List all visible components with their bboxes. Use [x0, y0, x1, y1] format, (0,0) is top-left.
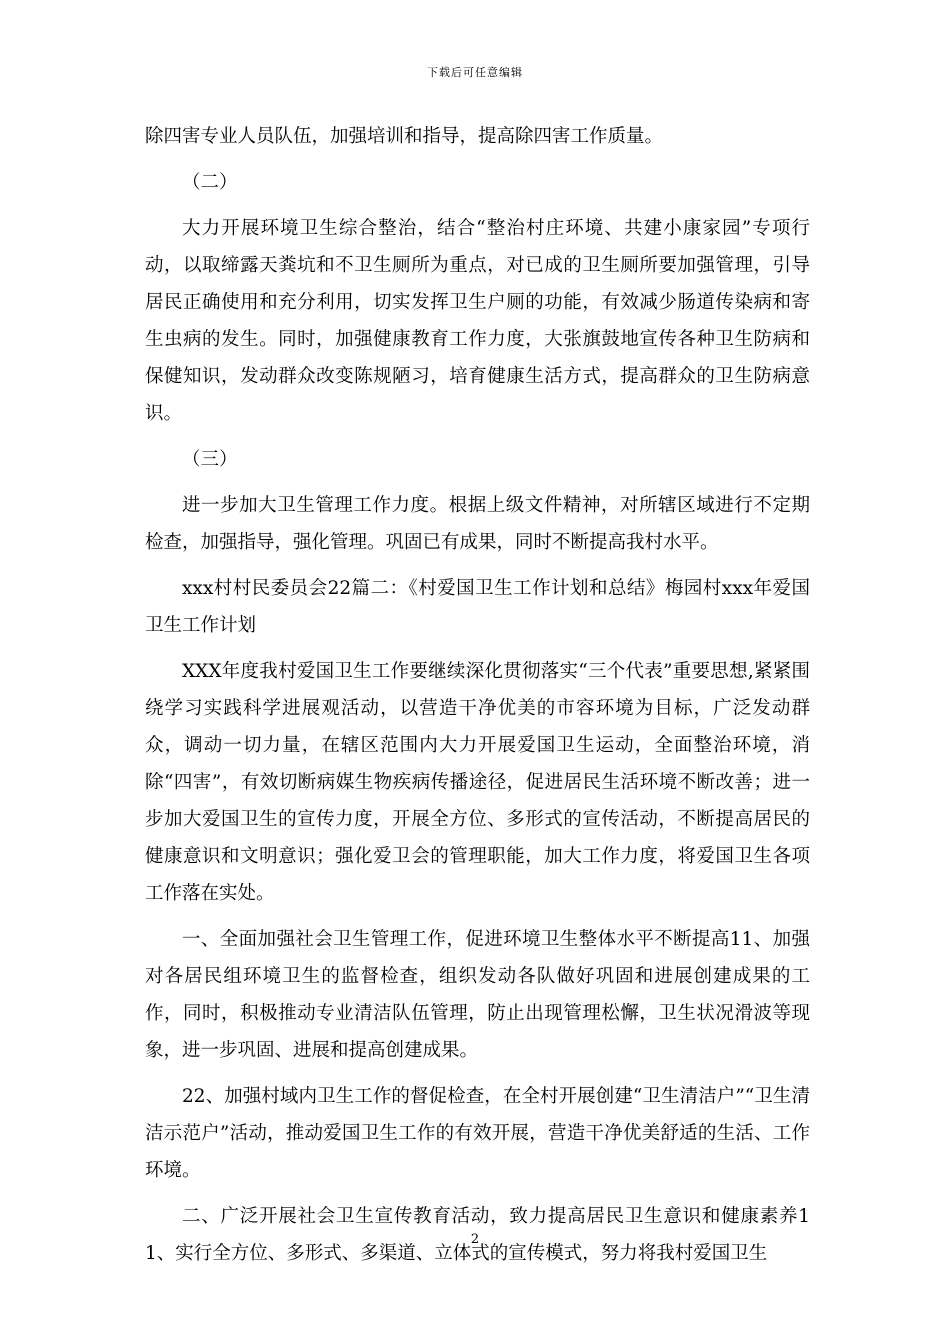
paragraph-management-strength: 进一步加大卫生管理工作力度。根据上级文件精神，对所辖区域进行不定期检查，加强指导，强化管理。巩固已有成果，同时不断提高我村水平。	[145, 495, 810, 553]
section-heading-3: （三）	[182, 449, 238, 470]
page-header-note: 下载后可任意编辑	[427, 66, 523, 79]
paragraph-plan-title: xxx村村民委员会22篇二：《村爱国卫生工作计划和总结》梅园村xxx年爱国卫生工作计划	[145, 578, 810, 636]
paragraph-section-one: 一、全面加强社会卫生管理工作，促进环境卫生整体水平不断提高11、加强对各居民组环境卫生的监督检查，组织发动各队做好巩固和进展创建成果的工作，同时，积极推动专业清洁队伍管理，防止出现管理松懈，卫生状况滑波等现象，进一步巩固、进展和提高创建成果。	[145, 929, 810, 1061]
paragraph-annual-plan-intro: XXX年度我村爱国卫生工作要继续深化贯彻落实“三个代表”重要思想,紧紧围绕学习实践科学进展观活动，以营造干净优美的市容环境为目标，广泛发动群众，调动一切力量，在辖区范围内大力开展爱国卫生运动，全面整治环境，消除“四害”，有效切断病媒生物疾病传播途径，促进居民生活环境不断改善；进一步加大爱国卫生的宣传力度，开展全方位、多形式的宣传活动，不断提高居民的健康意识和文明意识；强化爱卫会的管理职能，加大工作力度，将爱国卫生各项工作落在实处。	[145, 661, 810, 904]
document-body	[145, 118, 810, 1272]
paragraph-continuation: 除四害专业人员队伍，加强培训和指导，提高除四害工作质量。	[145, 126, 664, 147]
paragraph-item-22: 22、加强村域内卫生工作的督促检查，在全村开展创建“卫生清洁户”“卫生清洁示范户”活动，推动爱国卫生工作的有效开展，营造干净优美舒适的生活、工作环境。	[145, 1086, 810, 1181]
paragraph-sanitation-rectification: 大力开展环境卫生综合整治，结合“整治村庄环境、共建小康家园”专项行动，以取缔露天粪坑和不卫生厕所为重点，对已成的卫生厕所要加强管理，引导居民正确使用和充分利用，切实发挥卫生户厕的功能，有效减少肠道传染病和寄生虫病的发生。同时，加强健康教育工作力度，大张旗鼓地宣传各种卫生防病和保健知识，发动群众改变陈规陋习，培育健康生活方式，提高群众的卫生防病意识。	[145, 218, 810, 424]
paragraph-section-two: 二、广泛开展社会卫生宣传教育活动，致力提高居民卫生意识和健康素养11、实行全方位、多形式、多渠道、立体式的宣传模式，努力将我村爱国卫生	[145, 1206, 810, 1264]
section-heading-2: （二）	[182, 172, 238, 193]
page-number: 2	[470, 1232, 480, 1247]
